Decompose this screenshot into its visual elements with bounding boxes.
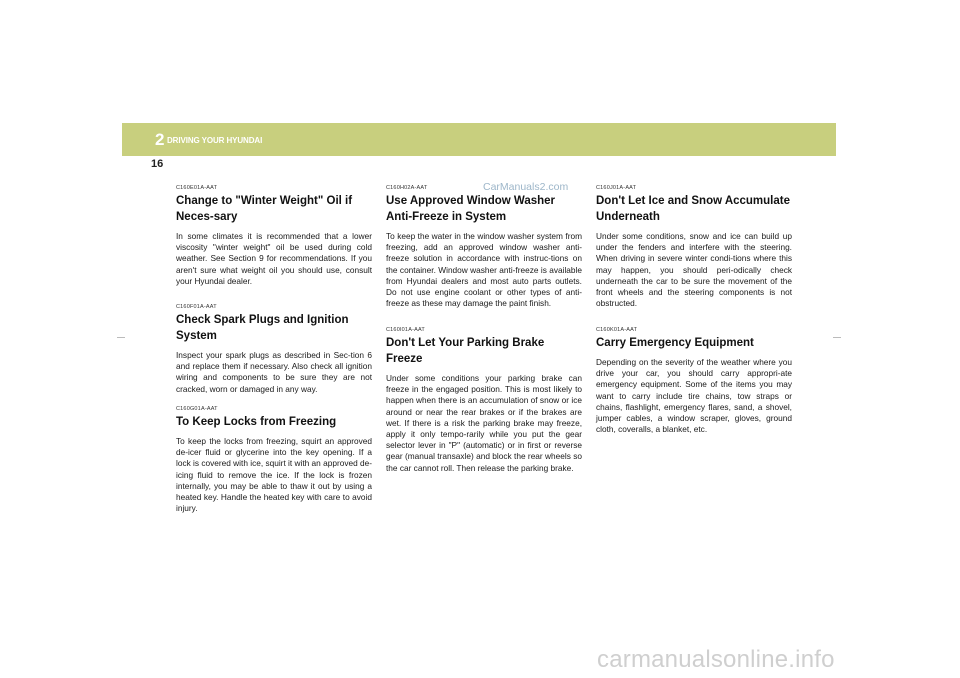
- right-margin-mark: [833, 337, 841, 338]
- watermark-top[interactable]: CarManuals2.com: [483, 181, 569, 193]
- left-margin-mark: [117, 337, 125, 338]
- section-body: In some climates it is recommended that a lower viscosity "winter weight" oil be used during cold weather. See Section 9 for recommendations. If you aren't sure what weight oil you should use, consult your Hyundai dealer.: [176, 231, 372, 286]
- section-heading: Don't Let Your Parking Brake Freeze: [386, 337, 545, 365]
- section-code: C160F01A-AAT: [176, 304, 217, 310]
- section-body: Inspect your spark plugs as described in Sec-tion 6 and replace them if necessary. Also check all ignition wiring and components to be sure they are not cracked, worn or damaged in any way.: [176, 350, 372, 394]
- section-winter-oil: [176, 185, 372, 287]
- watermark-bottom[interactable]: carmanualsonline.info: [597, 646, 835, 673]
- section-body: Under some conditions, snow and ice can build up under the fenders and interfere with the steering. When driving in severe winter condi-tions where this may happen, you should peri-odically check underneath the car to be sure the movement of the front wheels and the steering components is not obstructed.: [596, 231, 792, 309]
- section-heading: Check Spark Plugs and Ignition System: [176, 314, 349, 342]
- section-body: Under some conditions your parking brake can freeze in the engaged position. This is most likely to happen when there is an accumulation of snow or ice around or near the rear brakes or if the brakes are wet. If there is a risk the parking brake may freeze, apply it only tempo-rarily while you put the gear selector lever in "P" (automatic) or in first or reverse gear (manual transaxle) and block the rear wheels so the car cannot roll. Then release the parking brake.: [386, 373, 582, 473]
- section-body: Depending on the severity of the weather where you drive your car, you should carry appropri-ate emergency equipment. Some of the items you may want to carry include tire chains, tow straps or chains, flashlight, emergency flares, sand, a shovel, jumper cables, a window scraper, gloves, ground cloth, coveralls, a blanket, etc.: [596, 357, 792, 435]
- section-code: C160G01A-AAT: [176, 406, 218, 412]
- section-heading: Carry Emergency Equipment: [596, 337, 754, 349]
- section-heading: Change to "Winter Weight" Oil if Neces-sary: [176, 195, 353, 223]
- chapter-title: DRIVING YOUR HYUNDAI: [167, 136, 263, 145]
- section-code: C160J01A-AAT: [596, 185, 637, 191]
- section-parking-brake: [386, 327, 582, 474]
- chapter-number: 2: [155, 130, 165, 149]
- section-code: C160H02A-AAT: [386, 185, 428, 191]
- section-code: C160I01A-AAT: [386, 327, 425, 333]
- section-locks-freezing: [176, 406, 372, 514]
- section-body: To keep the locks from freezing, squirt an approved de-icer fluid or glycerine into the key opening. If a lock is covered with ice, squirt it with an approved de-icing fluid to remove the ice. If the lock is frozen internally, you may be able to thaw it out by using a heated key. Handle the heated key with care to avoid injury.: [176, 436, 372, 514]
- section-ice-snow-underneath: [596, 185, 792, 309]
- section-code: C160K01A-AAT: [596, 327, 638, 333]
- page-number: 16: [151, 158, 164, 170]
- section-heading: Don't Let Ice and Snow Accumulate Underneath: [596, 195, 791, 223]
- section-washer-antifreeze: [386, 185, 582, 309]
- section-code: C160E01A-AAT: [176, 185, 218, 191]
- section-heading: Use Approved Window Washer Anti-Freeze in System: [386, 195, 556, 223]
- section-body: To keep the water in the window washer system from freezing, add an approved window washer anti-freeze solution in accordance with instruc-tions on the container. Window washer anti-freeze is available from Hyundai dealers and most auto parts outlets. Do not use engine coolant or other types of anti-freeze as these may damage the paint finish.: [386, 231, 582, 309]
- section-spark-plugs: [176, 304, 372, 395]
- section-emergency-equipment: [596, 327, 792, 435]
- section-heading: To Keep Locks from Freezing: [176, 416, 337, 428]
